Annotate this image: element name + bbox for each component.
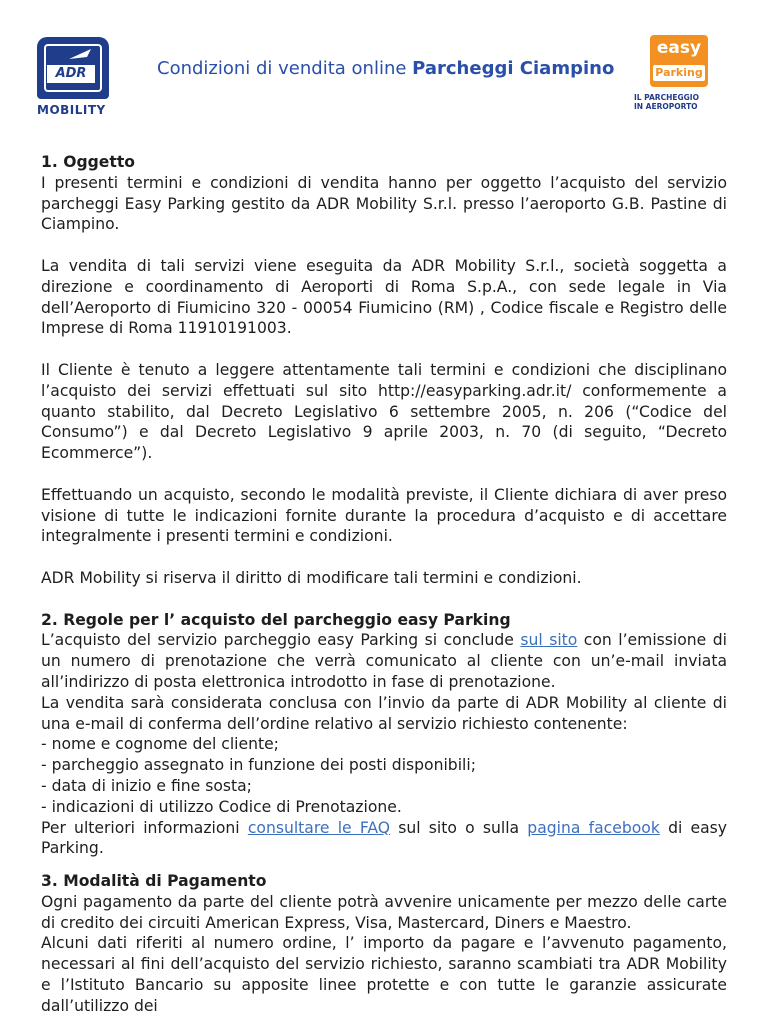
paragraph: La vendita sarà considerata conclusa con l’invio da parte di ADR Mobility al cliente di una e-mail di conferma dell’ordine relativo al servizio richiesto contenente: xyxy=(41,693,727,733)
section-oggetto xyxy=(41,152,727,589)
section-heading: 3. Modalità di Pagamento xyxy=(41,872,267,891)
document-title-bold: Parcheggi Ciampino xyxy=(412,58,615,79)
easy-parking-badge xyxy=(650,35,708,87)
list-item: - indicazioni di utilizzo Codice di Prenotazione. xyxy=(41,797,402,816)
document-body xyxy=(41,152,727,1017)
page-header xyxy=(0,0,768,130)
plane-arrow-icon xyxy=(67,47,95,61)
section-heading: 2. Regole per l’ acquisto del parcheggio easy Parking xyxy=(41,610,511,629)
faq-link[interactable]: consultare le FAQ xyxy=(247,818,391,837)
sul-sito-link[interactable]: sul sito xyxy=(520,631,578,650)
text-span: con l’emissione di un numero di prenotazione che verrà comunicato al cliente con un’e-mail inviata all’indirizzo di posta elettronica introdotto in fase di prenotazione. xyxy=(41,631,727,691)
document-title xyxy=(157,58,614,79)
paragraph: Effettuando un acquisto, secondo le modalità previste, il Cliente dichiara di aver preso visione di tutte le indicazioni fornite durante la procedura d’acquisto e di accettare integralmente i presenti termini e condizioni. xyxy=(41,485,727,546)
paragraph: Ogni pagamento da parte del cliente potrà avvenire unicamente per mezzo delle carte di credito dei circuiti American Express, Visa, Mastercard, Diners e Maestro. xyxy=(41,892,727,932)
easy-logo-word: easy xyxy=(656,38,702,58)
list-item: - parcheggio assegnato in funzione dei posti disponibili; xyxy=(41,756,476,775)
paragraph: I presenti termini e condizioni di vendita hanno per oggetto l’acquisto del servizio parcheggi Easy Parking gestito da ADR Mobility S.r.l. presso l’aeroporto G.B. Pastine di Ciampino. xyxy=(41,173,727,234)
paragraph: ADR Mobility si riserva il diritto di modificare tali termini e condizioni. xyxy=(41,568,582,587)
text-span: Per ulteriori informazioni xyxy=(41,818,248,837)
parking-logo-word: Parking xyxy=(653,65,705,81)
tagline-line-2: IN AEROPORTO xyxy=(634,102,698,111)
tagline-line-1: IL PARCHEGGIO xyxy=(634,93,699,102)
text-span: sul sito o sulla xyxy=(390,818,528,837)
adr-mobility-logo xyxy=(37,37,113,121)
text-span: L’acquisto del servizio parcheggio easy Parking si conclude xyxy=(41,631,521,650)
facebook-page-link[interactable]: pagina facebook xyxy=(527,818,660,837)
text-span: di easy Parking. xyxy=(41,818,728,858)
section-heading: 1. Oggetto xyxy=(41,153,135,171)
paragraph xyxy=(41,818,727,860)
paragraph xyxy=(41,630,727,692)
adr-logo-subtitle: MOBILITY xyxy=(37,103,106,117)
document-title-prefix: Condizioni di vendita online xyxy=(157,58,413,79)
adr-badge xyxy=(37,37,109,99)
adr-logo-text: ADR xyxy=(47,65,95,83)
easy-parking-logo xyxy=(630,35,736,125)
list-item: - data di inizio e fine sosta; xyxy=(41,776,252,795)
list-item: - nome e cognome del cliente; xyxy=(41,735,279,754)
section-regole xyxy=(41,610,727,860)
paragraph: La vendita di tali servizi viene eseguita da ADR Mobility S.r.l., società soggetta a direzione e coordinamento di Aeroporti di Roma S.p.A., con sede legale in Via dell’Aeroporto di Fiumicino 320 - 00054 Fiumicino (RM) , Codice fiscale e Registro delle Imprese di Roma 11910191003. xyxy=(41,256,727,338)
section-pagamento xyxy=(41,871,727,1017)
paragraph: Il Cliente è tenuto a leggere attentamente tali termini e condizioni che disciplinano l’acquisto dei servizi effettuati sul sito http://easyparking.adr.it/ conformemente a quanto stabilito, dal Decreto Legislativo 6 settembre 2005, n. 206 (“Codice del Consumo”) e dal Decreto Legislativo 9 aprile 2003, n. 70 (di seguito, “Decreto Ecommerce”). xyxy=(41,360,727,463)
easy-parking-tagline xyxy=(634,93,699,111)
paragraph: Alcuni dati riferiti al numero ordine, l’ importo da pagare e l’avvenuto pagamento, necessari al fini dell’acquisto del servizio richiesto, saranno scambiati tra ADR Mobility e l’Istituto Bancario su apposite linee protette e con tutte le garanzie assicurate dall’utilizzo dei xyxy=(41,934,727,1015)
